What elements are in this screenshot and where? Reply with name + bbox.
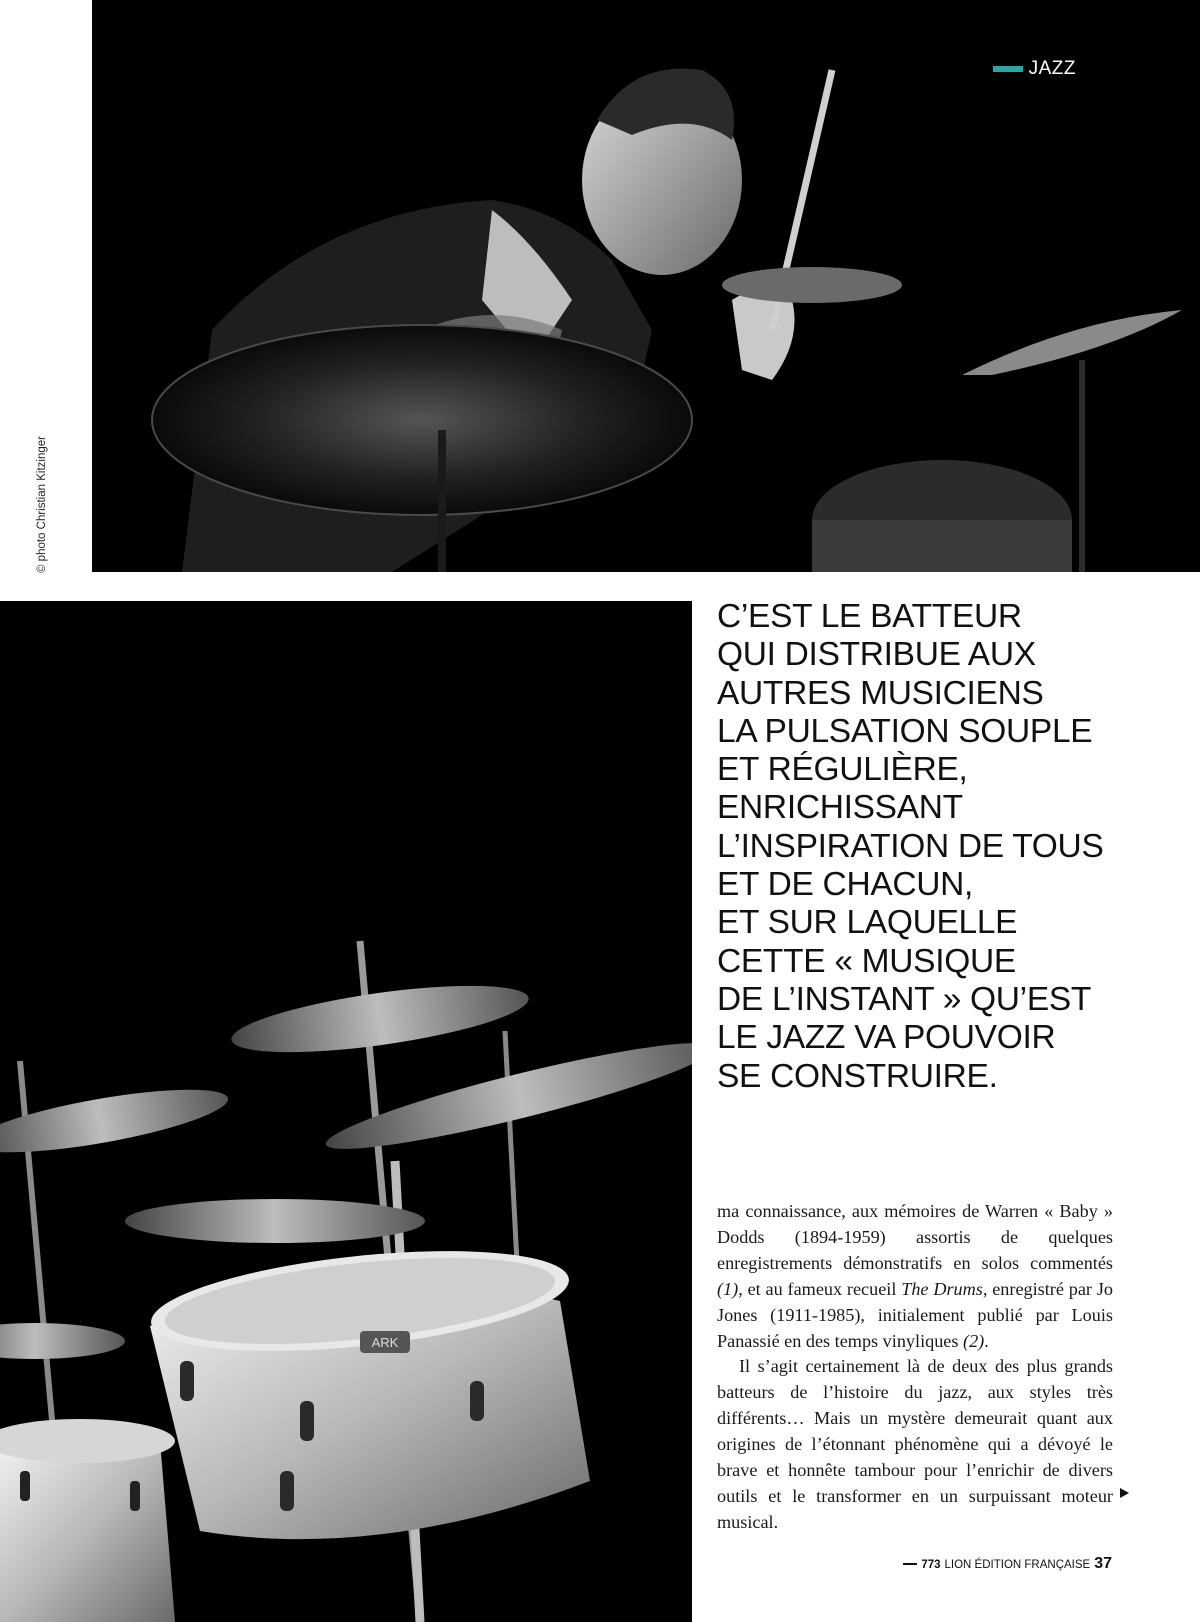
page-folio: [903, 1555, 1112, 1573]
folio-dash: [903, 1563, 917, 1565]
drum-kit-photo: [0, 601, 692, 1622]
body-paragraph-1: [717, 1199, 1113, 1354]
section-tag-label: JAZZ: [1028, 58, 1076, 79]
pull-quote: C’EST LE BATTEUR QUI DISTRIBUE AUX AUTRES MUSICIENS LA PULSATION SOUPLE ET RÉGULIÈRE, ENRICHISSANT L’INSPIRATION DE TOUS ET DE CHACUN, ET SUR LAQUELLE CETTE « MUSIQUE DE L’INSTANT » QU’EST LE JAZZ VA POUVOIR SE CONSTRUIRE.: [717, 598, 1104, 1095]
drum-badge: ARK: [371, 1335, 399, 1350]
body-text-span: , et au fameux recueil: [738, 1278, 902, 1299]
section-accent-bar: [993, 66, 1023, 72]
body-text-span: ma connaissance, aux mémoires de Warren « Baby » Dodds (1894-1959) assortis de quelques enregistrements démonstratifs en solos commentés: [717, 1201, 1113, 1273]
album-title: The Drums: [901, 1278, 983, 1299]
body-text-span: , enregistré par Jo Jones (1911-1985), initialement publié par Louis Panassié en des temps vinyliques: [717, 1278, 1113, 1351]
continue-arrow-icon: [1120, 1488, 1129, 1498]
footnote-ref: (2): [963, 1330, 985, 1351]
page-number: 37: [1094, 1555, 1112, 1572]
body-paragraph-2: Il s’agit certainement là de deux des plus grands batteurs de l’histoire du jazz, aux styles très différents… Mais un mystère demeurait quant aux origines de l’étonnant phénomène qui a dévoyé le brave et honnête tambour pour l’enrichir de divers outils et le transformer en un surpuissant moteur musical.: [717, 1356, 1113, 1532]
issue-number: 773: [921, 1559, 941, 1571]
publication-name: LION ÉDITION FRANÇAISE: [944, 1559, 1091, 1571]
body-text-span: .: [984, 1330, 989, 1351]
photo-credit: © photo Christian Kitzinger: [36, 436, 48, 573]
article-body: [717, 1199, 1113, 1536]
footnote-ref: (1): [717, 1278, 739, 1299]
drummer-photo: [92, 0, 1200, 572]
section-tag: [993, 58, 1076, 80]
